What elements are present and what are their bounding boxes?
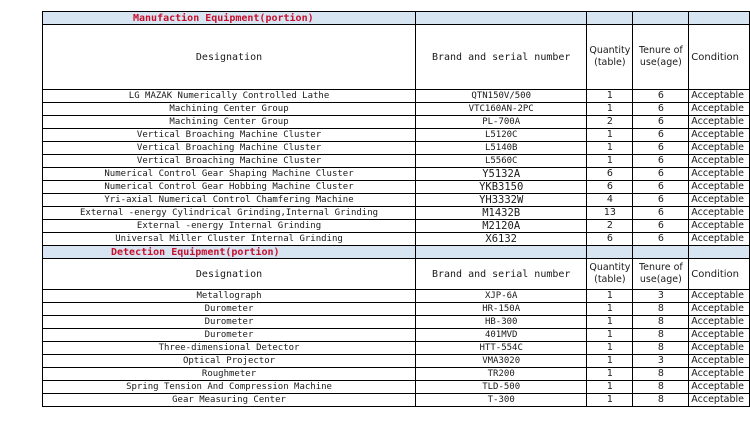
condition-cell: Acceptable	[689, 155, 750, 168]
brand-cell: T-300	[416, 394, 587, 407]
tenure-cell: 3	[633, 290, 689, 303]
condition-cell: Acceptable	[689, 168, 750, 181]
tenure-cell: 6	[633, 233, 689, 246]
designation-cell: External -energy Internal Grinding	[43, 220, 416, 233]
designation-cell: Numerical Control Gear Shaping Machine Cluster	[43, 168, 416, 181]
quantity-cell: 1	[587, 355, 633, 368]
condition-cell: Acceptable	[689, 342, 750, 355]
brand-cell: TLD-500	[416, 381, 587, 394]
table-row	[43, 316, 750, 329]
condition-cell: Acceptable	[689, 316, 750, 329]
table-row	[43, 220, 750, 233]
designation-cell: LG MAZAK Numerically Controlled Lathe	[43, 90, 416, 103]
tenure-cell: 6	[633, 129, 689, 142]
header-condition: Condition	[689, 259, 750, 290]
section-title: Detection Equipment(portion)	[43, 246, 416, 259]
header-brand: Brand and serial number	[416, 25, 587, 90]
header-quantity: Quantity (table)	[587, 259, 633, 290]
table-row	[43, 142, 750, 155]
brand-cell: HTT-554C	[416, 342, 587, 355]
tenure-cell: 8	[633, 381, 689, 394]
quantity-cell: 6	[587, 181, 633, 194]
table-row	[43, 103, 750, 116]
designation-cell: Yri-axial Numerical Control Chamfering Machine	[43, 194, 416, 207]
brand-cell: L5120C	[416, 129, 587, 142]
quantity-cell: 1	[587, 342, 633, 355]
manufacturing-rows	[43, 90, 750, 246]
header-condition: Condition	[689, 25, 750, 90]
tenure-cell: 8	[633, 329, 689, 342]
brand-cell: QTN150V/500	[416, 90, 587, 103]
quantity-cell: 1	[587, 129, 633, 142]
tenure-cell: 8	[633, 316, 689, 329]
brand-cell: TR200	[416, 368, 587, 381]
detection-section	[43, 246, 750, 290]
brand-cell: PL-700A	[416, 116, 587, 129]
condition-cell: Acceptable	[689, 290, 750, 303]
equipment-table	[42, 11, 750, 407]
condition-cell: Acceptable	[689, 220, 750, 233]
table-row	[43, 181, 750, 194]
brand-cell: YKB3150	[416, 181, 587, 194]
header-brand: Brand and serial number	[416, 259, 587, 290]
tenure-cell: 3	[633, 355, 689, 368]
brand-cell: X6132	[416, 233, 587, 246]
table-row	[43, 207, 750, 220]
brand-cell: M2120A	[416, 220, 587, 233]
condition-cell: Acceptable	[689, 142, 750, 155]
table-row	[43, 290, 750, 303]
condition-cell: Acceptable	[689, 194, 750, 207]
tenure-cell: 8	[633, 368, 689, 381]
designation-cell: Numerical Control Gear Hobbing Machine Cluster	[43, 181, 416, 194]
tenure-cell: 8	[633, 394, 689, 407]
quantity-cell: 1	[587, 394, 633, 407]
designation-cell: Durometer	[43, 303, 416, 316]
table-row	[43, 90, 750, 103]
designation-cell: Three-dimensional Detector	[43, 342, 416, 355]
condition-cell: Acceptable	[689, 233, 750, 246]
quantity-cell: 1	[587, 142, 633, 155]
table-row	[43, 381, 750, 394]
brand-cell: L5560C	[416, 155, 587, 168]
tenure-cell: 8	[633, 303, 689, 316]
section-title-row	[43, 246, 750, 259]
quantity-cell: 1	[587, 329, 633, 342]
brand-cell: XJP-6A	[416, 290, 587, 303]
designation-cell: Metallograph	[43, 290, 416, 303]
section-title: Manufaction Equipment(portion)	[43, 12, 416, 25]
designation-cell: Durometer	[43, 329, 416, 342]
brand-cell: 401MVD	[416, 329, 587, 342]
quantity-cell: 1	[587, 368, 633, 381]
header-designation: Designation	[43, 25, 416, 90]
table-row	[43, 303, 750, 316]
table-row	[43, 129, 750, 142]
header-quantity: Quantity (table)	[587, 25, 633, 90]
brand-cell: M1432B	[416, 207, 587, 220]
quantity-cell: 2	[587, 116, 633, 129]
designation-cell: Machining Center Group	[43, 103, 416, 116]
condition-cell: Acceptable	[689, 181, 750, 194]
brand-cell: L5140B	[416, 142, 587, 155]
table-row	[43, 342, 750, 355]
quantity-cell: 4	[587, 194, 633, 207]
table-row	[43, 155, 750, 168]
condition-cell: Acceptable	[689, 129, 750, 142]
table-row	[43, 116, 750, 129]
quantity-cell: 1	[587, 103, 633, 116]
table-row	[43, 355, 750, 368]
tenure-cell: 6	[633, 207, 689, 220]
tenure-cell: 6	[633, 103, 689, 116]
designation-cell: Vertical Broaching Machine Cluster	[43, 155, 416, 168]
quantity-cell: 13	[587, 207, 633, 220]
table-row	[43, 233, 750, 246]
header-designation: Designation	[43, 259, 416, 290]
quantity-cell: 1	[587, 381, 633, 394]
designation-cell: Optical Projector	[43, 355, 416, 368]
quantity-cell: 1	[587, 290, 633, 303]
header-row	[43, 25, 750, 90]
manufacturing-section	[43, 12, 750, 90]
header-tenure: Tenure of use(age)	[633, 259, 689, 290]
brand-cell: HB-300	[416, 316, 587, 329]
brand-cell: YH3332W	[416, 194, 587, 207]
detection-rows	[43, 290, 750, 407]
designation-cell: Machining Center Group	[43, 116, 416, 129]
header-tenure: Tenure of use(age)	[633, 25, 689, 90]
table-row	[43, 394, 750, 407]
condition-cell: Acceptable	[689, 355, 750, 368]
tenure-cell: 6	[633, 116, 689, 129]
quantity-cell: 6	[587, 233, 633, 246]
designation-cell: Roughmeter	[43, 368, 416, 381]
tenure-cell: 6	[633, 181, 689, 194]
quantity-cell: 6	[587, 168, 633, 181]
tenure-cell: 6	[633, 194, 689, 207]
quantity-cell: 1	[587, 155, 633, 168]
condition-cell: Acceptable	[689, 303, 750, 316]
designation-cell: Durometer	[43, 316, 416, 329]
condition-cell: Acceptable	[689, 103, 750, 116]
section-title-row	[43, 12, 750, 25]
tenure-cell: 6	[633, 155, 689, 168]
table-row	[43, 368, 750, 381]
designation-cell: Spring Tension And Compression Machine	[43, 381, 416, 394]
designation-cell: Vertical Broaching Machine Cluster	[43, 142, 416, 155]
quantity-cell: 2	[587, 220, 633, 233]
quantity-cell: 1	[587, 303, 633, 316]
condition-cell: Acceptable	[689, 329, 750, 342]
designation-cell: Vertical Broaching Machine Cluster	[43, 129, 416, 142]
condition-cell: Acceptable	[689, 381, 750, 394]
condition-cell: Acceptable	[689, 394, 750, 407]
table-row	[43, 194, 750, 207]
table-row	[43, 329, 750, 342]
designation-cell: Universal Miller Cluster Internal Grinding	[43, 233, 416, 246]
table-row	[43, 168, 750, 181]
tenure-cell: 6	[633, 168, 689, 181]
header-row	[43, 259, 750, 290]
quantity-cell: 1	[587, 90, 633, 103]
brand-cell: VMA3020	[416, 355, 587, 368]
condition-cell: Acceptable	[689, 368, 750, 381]
designation-cell: External -energy Cylindrical Grinding,Internal Grinding	[43, 207, 416, 220]
tenure-cell: 8	[633, 342, 689, 355]
brand-cell: HR-150A	[416, 303, 587, 316]
tenure-cell: 6	[633, 142, 689, 155]
condition-cell: Acceptable	[689, 90, 750, 103]
tenure-cell: 6	[633, 220, 689, 233]
quantity-cell: 1	[587, 316, 633, 329]
designation-cell: Gear Measuring Center	[43, 394, 416, 407]
brand-cell: Y5132A	[416, 168, 587, 181]
brand-cell: VTC160AN-2PC	[416, 103, 587, 116]
tenure-cell: 6	[633, 90, 689, 103]
condition-cell: Acceptable	[689, 207, 750, 220]
condition-cell: Acceptable	[689, 116, 750, 129]
